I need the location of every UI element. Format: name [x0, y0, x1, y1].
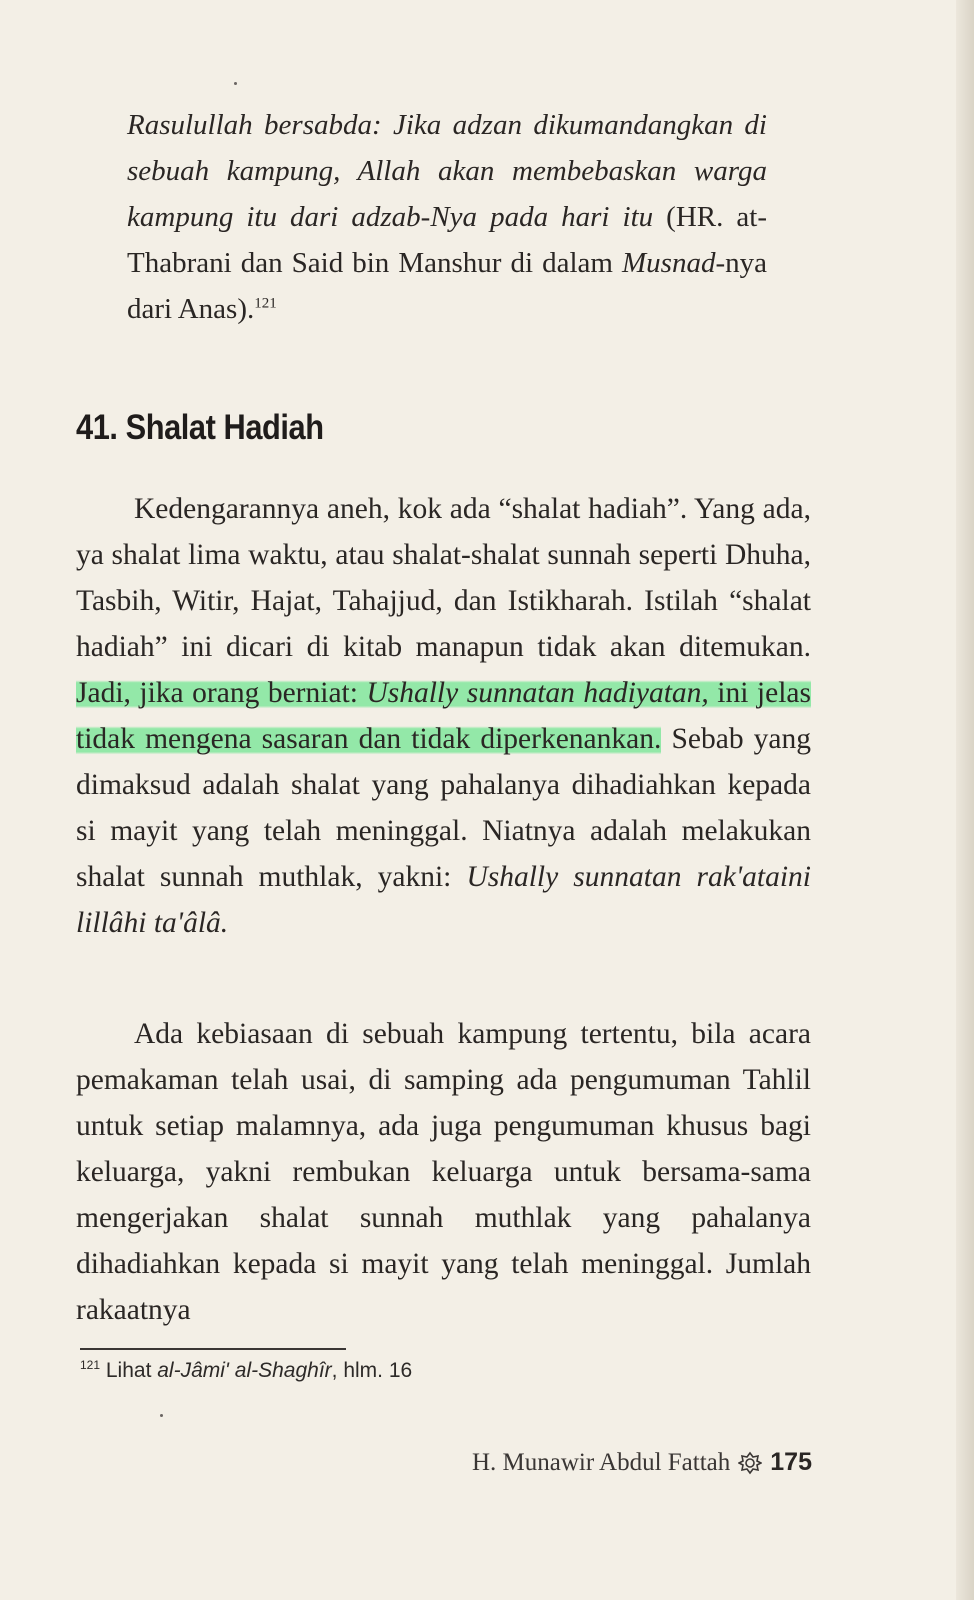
- page-number: 175: [770, 1448, 812, 1476]
- quote-source-a: (HR. at-Thabrani dan Said bin Manshur di dalam: [127, 201, 768, 279]
- paragraph-2-text: Ada kebiasaan di sebuah kampung tertentu, bila acara pemakaman telah usai, di samping ada pengumuman Tahlil untuk setiap malamnya, ada juga pengumuman khusus bagi keluarga, yakni rembukan keluarga untuk bersama-sama mengerjakan shalat sunnah muthlak yang pahalanya dihadiahkan kepada si mayit yang telah meninggal. Jumlah rakaatnya: [76, 1018, 811, 1326]
- footnote-text-a: Lihat: [100, 1359, 158, 1382]
- footnote: [80, 1358, 412, 1383]
- paragraph-1-text-b: Sebab yang dimaksud adalah shalat yang pahalanya dihadiahkan kepada si mayit yang telah meninggal. Niatnya adalah melakukan shalat sunnah muthlak, yakni:: [76, 723, 812, 893]
- paragraph-2: [76, 1011, 811, 1333]
- footnote-text-b: , hlm. 16: [331, 1359, 413, 1382]
- author-name: H. Munawir Abdul Fattah: [471, 1448, 731, 1476]
- footnote-italic: al-Jâmi' al-Shaghîr: [157, 1359, 332, 1382]
- footnote-divider: [80, 1348, 346, 1350]
- footnote-ref: 121: [254, 295, 277, 312]
- hadith-quote: [127, 102, 767, 332]
- flower-ornament-icon: [738, 1451, 762, 1475]
- quote-italic-text: Rasulullah bersabda: Jika adzan dikumandangkan di sebuah kampung, Allah akan membebaskan warga kampung itu dari adzab-Nya pada hari itu: [127, 109, 767, 233]
- hl-text-a: Jadi, jika orang berniat:: [76, 677, 367, 709]
- speck: [234, 82, 237, 85]
- paragraph-1: [76, 486, 811, 946]
- paragraph-1-italic-end: Ushally sunnatan rak'ataini lillâhi ta'âlâ.: [76, 861, 811, 939]
- section-heading: 41. Shalat Hadiah: [76, 408, 324, 447]
- page-footer: [472, 1448, 812, 1477]
- quote-source-italic: Musnad: [622, 247, 716, 279]
- hl-text-b: ini jelas tidak mengena sasaran dan tidak diperkenankan.: [76, 677, 811, 755]
- speck: [160, 1414, 163, 1417]
- page-edge: [956, 0, 974, 1600]
- footnote-number: 121: [80, 1358, 101, 1372]
- hl-italic-text: Ushally sunnatan hadiyatan,: [366, 677, 709, 709]
- paragraph-1-text-a: Kedengarannya aneh, kok ada “shalat hadiah”. Yang ada, ya shalat lima waktu, atau shalat-shalat sunnah seperti Dhuha, Tasbih, Witir, Hajat, Tahajjud, dan Istikharah. Istilah “shalat hadiah” ini dicari di kitab manapun tidak akan ditemukan.: [76, 493, 811, 663]
- quote-source-b: -nya dari Anas).: [127, 247, 767, 325]
